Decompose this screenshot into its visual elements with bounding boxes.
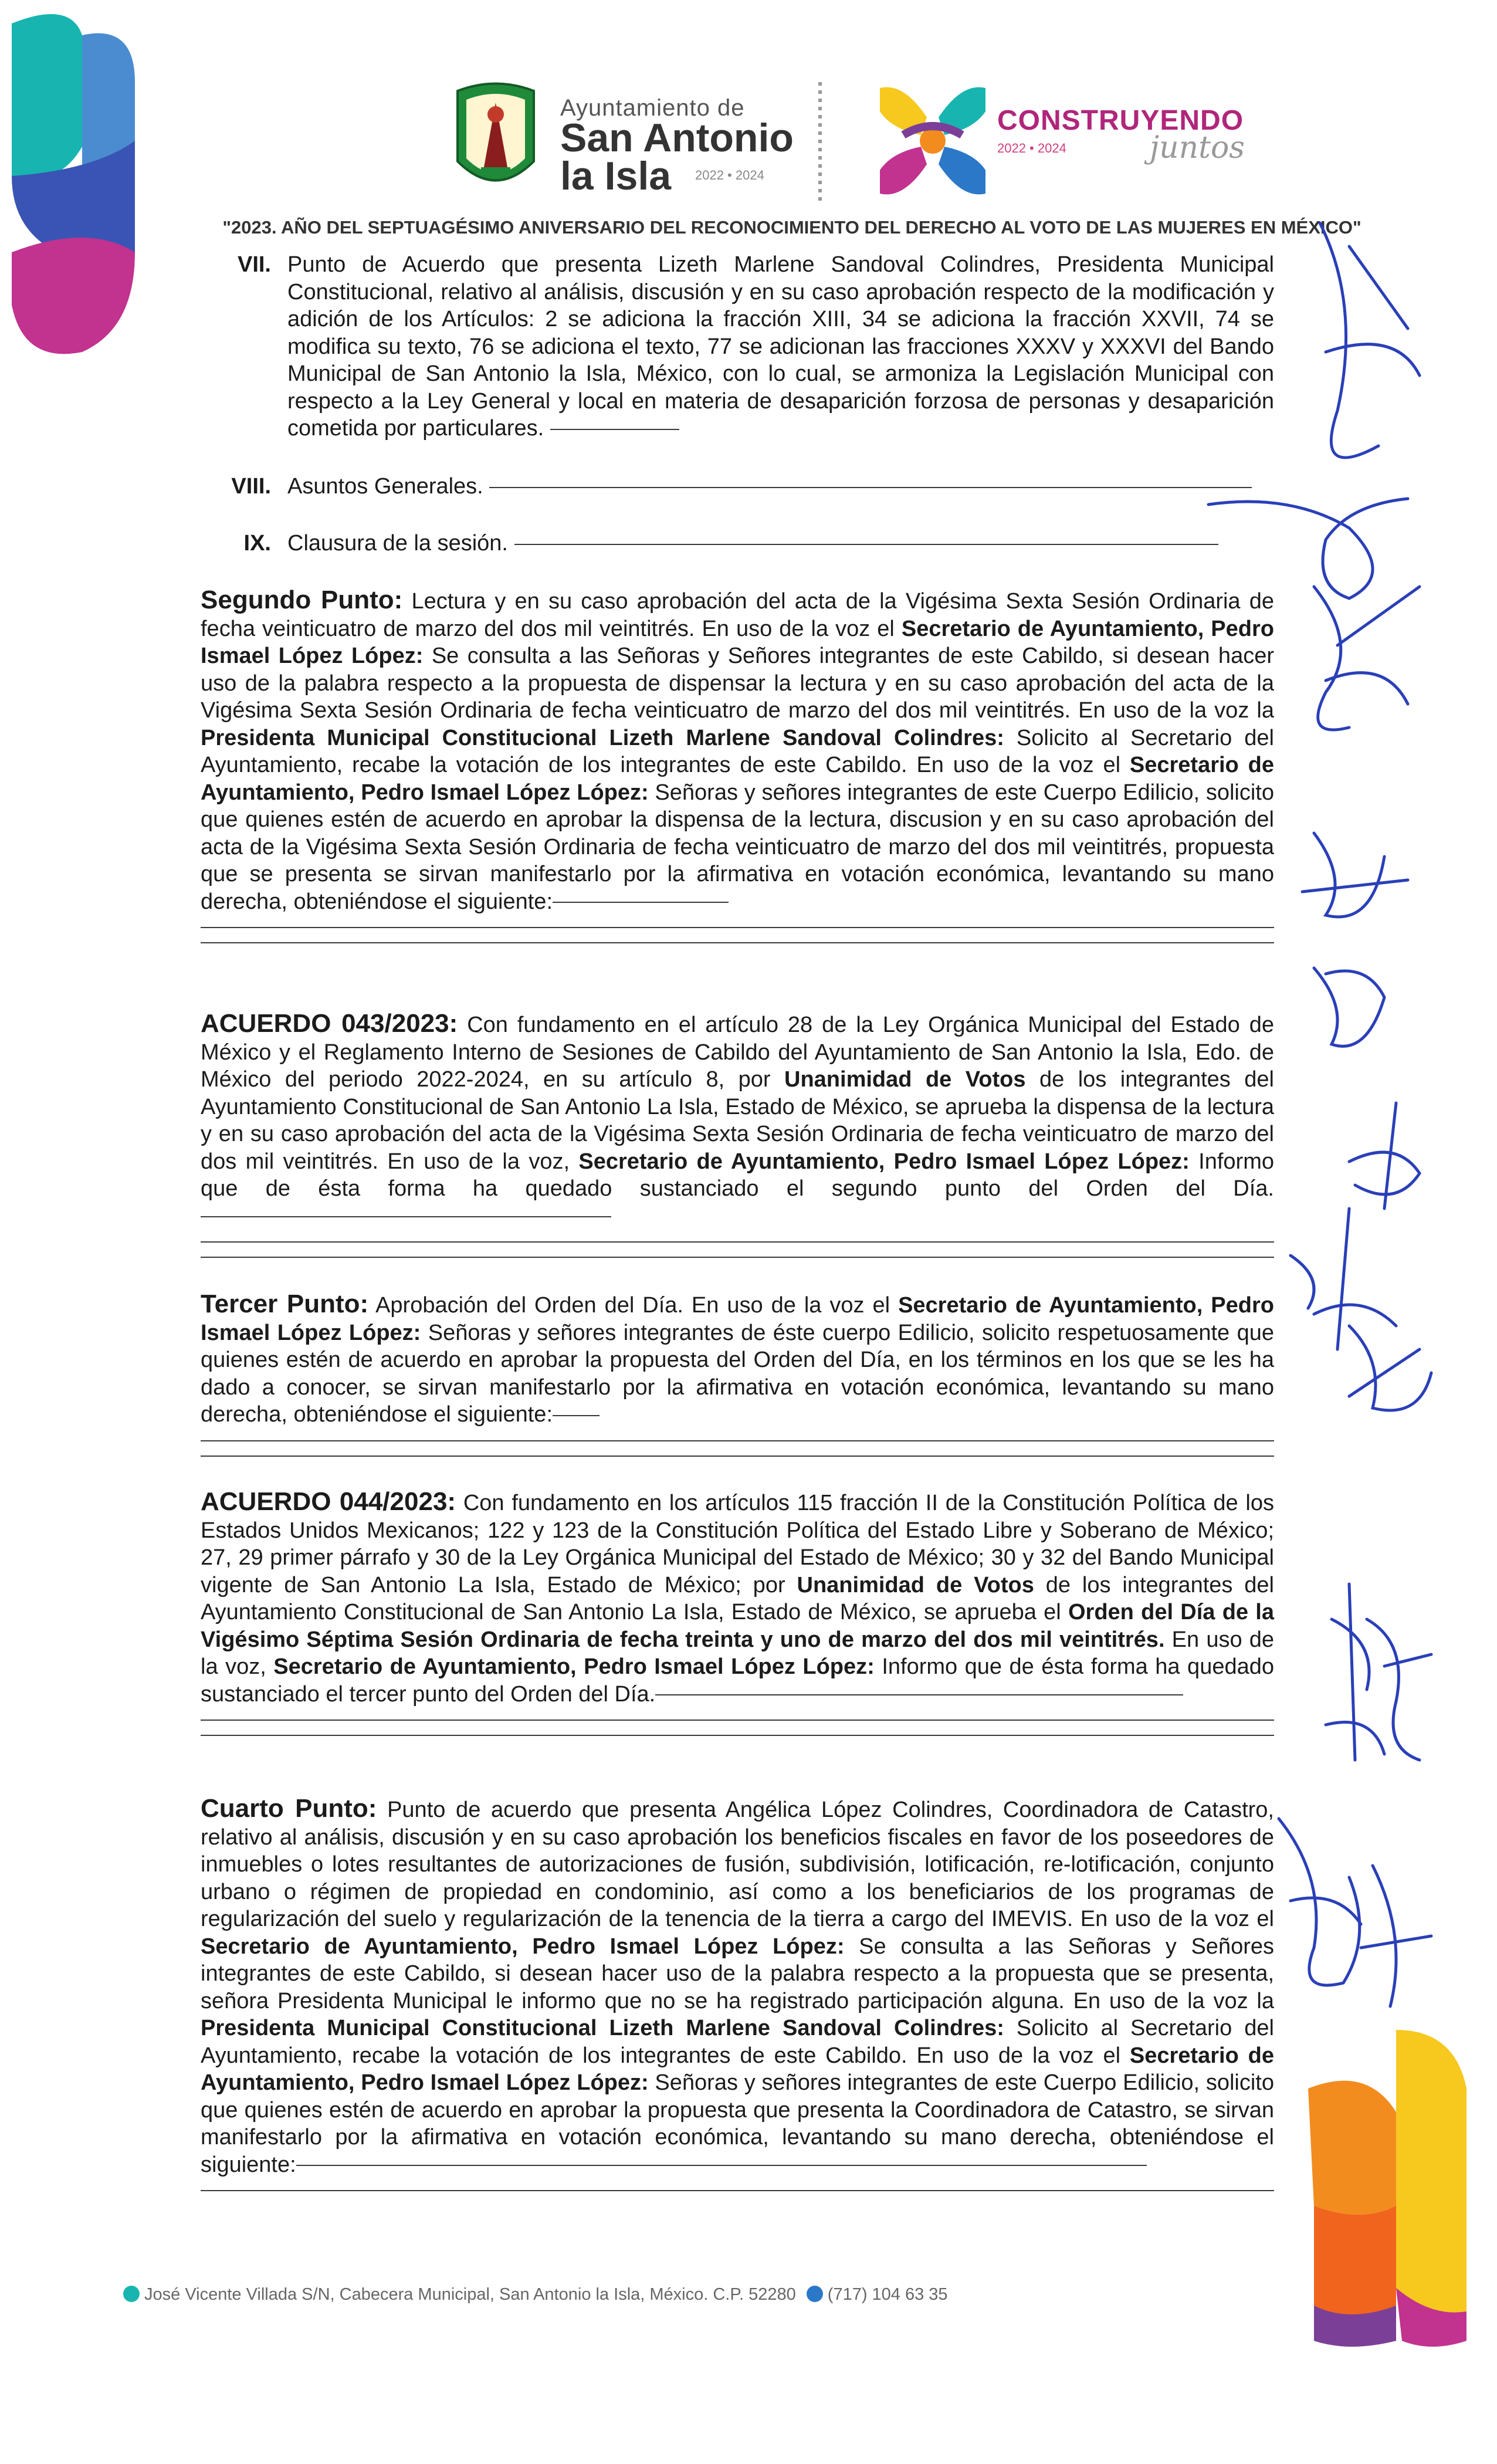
divider-line (201, 927, 1274, 928)
divider-line (201, 1257, 1274, 1258)
body-text: Con fundamento en los artículos 115 fracción II de la Constitución Política de los Estados Unidos Mexicanos; 122 y 123 de la Constitución Política del Estado Libre y Soberano de México; 27, 29 primer párrafo y 30 de la Ley Orgánica Municipal del Estado de México; 30 y 32 del Bando Municipal vigente de San Antonio La Isla, Estado de México; por (201, 1491, 1274, 1597)
construyendo-juntos-script: juntos (1150, 130, 1245, 165)
footer-address: José Vicente Villada S/N, Cabecera Municipal, San Antonio la Isla, México. C.P. 52280 (144, 2285, 796, 2304)
section-heading: Cuarto Punto: (201, 1794, 377, 1823)
body-text: Señoras y señores integrantes de éste cuerpo Edilicio, solicito respetuosamente que quienes estén de acuerdo en aprobar la propuesta del Orden del Día, en los términos en los que se les ha dado a conocer, se sirvan manifestarlo por la afirmativa en votación económica, levantando su mano derecha, obteniéndose el siguiente: (201, 1320, 1274, 1427)
body-text: Aprobación del Orden del Día. En uso de la voz el (368, 1293, 899, 1318)
divider-line (201, 1241, 1274, 1243)
ayuntamiento-small-label: Ayuntamiento de (560, 95, 745, 121)
speaker-name: Secretario de Ayuntamiento, Pedro Ismael López López: (201, 2043, 1274, 2095)
ayuntamiento-name-line2: la Isla (560, 154, 672, 198)
location-icon (123, 2286, 140, 2302)
divider-line (201, 1456, 1274, 1457)
ayuntamiento-name-line1: San Antonio (560, 116, 794, 160)
cuarto-punto-section (201, 1795, 1274, 2205)
body-text: En uso de la voz, (201, 1627, 1275, 1679)
emphasis-text: Unanimidad de Votos (784, 1067, 1026, 1092)
acuerdo-043-section (201, 1010, 1274, 1272)
body-text: de los integrantes del Ayuntamiento Constitucional de San Antonio La Isla, Estado de México, se aprueba la dispensa de la lectura y en su caso aprobación del acta de la Vigésima Sexta Sesión Ordinaria de fecha veinticuatro de marzo del dos mil veintitrés. En uso de la voz, (201, 1067, 1274, 1174)
speaker-name: Secretario de Ayuntamiento, Pedro Ismael López López: (578, 1149, 1190, 1174)
municipal-seal-icon (452, 79, 540, 197)
section-heading: Tercer Punto: (201, 1289, 369, 1318)
footer-phone: (717) 104 63 35 (827, 2285, 948, 2304)
body-text: Se consulta a las Señoras y Señores integrantes de este Cabildo, si desean hacer uso de la palabra respecto a la propuesta de dispensar la lectura y en su caso aprobación del acta de la Vigésima Sexta Sesión Ordinaria de fecha veinticuatro de marzo del dos mil veintitrés. En uso de la voz la (201, 644, 1274, 723)
tercer-punto-section (201, 1291, 1274, 1471)
divider-line (201, 1720, 1274, 1721)
divider-line (201, 1735, 1274, 1736)
agenda-text: Clausura de la sesión. (287, 531, 508, 556)
speaker-name: Secretario de Ayuntamiento, Pedro Ismael López López: (201, 753, 1274, 805)
body-text: Señoras y señores integrantes de este Cuerpo Edilicio, solicito que quienes estén de acuerdo en aprobar la propuesta que presenta la Coordinadora de Catastro, se sirvan manifestarlo por la afirmativa en votación económica, levantando su mano derecha, obteniéndose el siguiente: (201, 2070, 1274, 2177)
agenda-number: VII. (237, 252, 271, 277)
emphasis-text: Orden del Día de la Vigésimo Séptima Sesión Ordinaria de fecha treinta y uno de marzo del dos mil veintitrés. (201, 1600, 1274, 1652)
body-text: Con fundamento en el artículo 28 de la Ley Orgánica Municipal del Estado de México y el Reglamento Interno de Sesiones de Cabildo del Ayuntamiento de San Antonio la Isla, Edo. de México del periodo 2022-2024, en su artículo 8, por (201, 1013, 1274, 1092)
body-text: de los integrantes del Ayuntamiento Constitucional de San Antonio La Isla, Estado de México, se aprueba el (201, 1572, 1274, 1624)
segundo-punto-section (201, 587, 1274, 957)
body-text: Solicito al Secretario del Ayuntamiento, recabe la votación de los integrantes de este Cabildo. En uso de la voz el (201, 725, 1274, 777)
agenda-number: IX. (243, 531, 271, 556)
body-text: Lectura y en su caso aprobación del acta de la Vigésima Sexta Sesión Ordinaria de fecha veinticuatro de marzo del dos mil veintitrés. En uso de la voz el (201, 589, 1274, 641)
header-divider (818, 82, 822, 205)
construyendo-years: 2022 • 2024 (997, 141, 1066, 155)
body-text: Solicito al Secretario del Ayuntamiento, recabe la votación de los integrantes de este Cabildo. En uso de la voz el (201, 2016, 1274, 2068)
speaker-name: Presidenta Municipal Constitucional Lizeth Marlene Sandoval Colindres: (201, 2016, 1004, 2040)
section-heading: ACUERDO 043/2023: (201, 1009, 458, 1038)
agenda-text: Asuntos Generales. (287, 474, 483, 499)
ayuntamiento-years: 2022 • 2024 (695, 168, 764, 182)
speaker-name: Secretario de Ayuntamiento, Pedro Ismael López López: (201, 1293, 1274, 1345)
body-text: Informo que de ésta forma ha quedado sustanciado el tercer punto del Orden del Día. (201, 1654, 1274, 1707)
speaker-name: Presidenta Municipal Constitucional Lizeth Marlene Sandoval Colindres: (201, 725, 1004, 750)
divider-line (201, 942, 1274, 943)
acuerdo-044-section (201, 1488, 1274, 1750)
section-heading: Segundo Punto: (201, 585, 403, 614)
emphasis-text: Unanimidad de Votos (797, 1572, 1034, 1597)
agenda-item-ix (201, 530, 1274, 557)
body-text: Señoras y señores integrantes de este Cuerpo Edilicio, solicito que quienes estén de acuerdo en aprobar la dispensa de la lectura, discusion y en su caso aprobación del acta de la Vigésima Sexta Sesión Ordinaria de fecha veinticuatro de marzo del dos mil veintitrés, propuesta que se presenta se sirvan manifestarlo por la afirmativa en votación económica, levantando su mano derecha, obteniéndose el siguiente: (201, 780, 1274, 914)
construyendo-logo-icon (868, 76, 997, 205)
body-text: Se consulta a las Señoras y Señores integrantes de este Cabildo, si desean hacer uso de la palabra respecto a la propuesta que se presenta, señora Presidenta Municipal le informo que no se ha registrado participación alguna. En uso de la voz la (201, 1934, 1274, 2013)
body-text: Punto de acuerdo que presenta Angélica López Colindres, Coordinadora de Catastro, relativo al análisis, discusión y en su caso aprobación los beneficios fiscales en favor de los poseedores de inmuebles o lotes resultantes de autorizaciones de fusión, subdivisión, lotificación, re-lotificación, conjunto urbano o régimen de propiedad en condominio, así como a los beneficiarios de los programas de regularización del suelo y regularización de la tenencia de la tierra a cargo del IMEVIS. En uso de la voz el (201, 1798, 1274, 1931)
agenda-item-viii (201, 473, 1274, 500)
divider-line (201, 2190, 1274, 2191)
year-motto: "2023. AÑO DEL SEPTUAGÉSIMO ANIVERSARIO DEL RECONOCIMIENTO DEL DERECHO AL VOTO DE LAS MUJERES EN MÉXICO" (222, 217, 1361, 238)
agenda-number: VIII. (231, 474, 271, 499)
speaker-name: Secretario de Ayuntamiento, Pedro Ismael López López: (201, 616, 1274, 668)
speaker-name: Secretario de Ayuntamiento, Pedro Ismael López López: (273, 1654, 875, 1679)
section-heading: ACUERDO 044/2023: (201, 1487, 456, 1516)
divider-line (201, 1440, 1274, 1441)
body-text: Informo que de ésta forma ha quedado sustanciado el segundo punto del Orden del Día. (201, 1149, 1274, 1201)
footer-contact (123, 2285, 948, 2304)
phone-icon (807, 2286, 823, 2302)
agenda-item-vii (201, 251, 1274, 442)
agenda-text: Punto de Acuerdo que presenta Lizeth Marlene Sandoval Colindres, Presidenta Municipal Constitucional, relativo al análisis, discusión y en su caso aprobación respecto de la modificación y adición de los Artículos: 2 se adiciona la fracción XIII, 34 se adiciona la fracción XXVII, 74 se modifica su texto, 76 se adiciona el texto, 77 se adicionan las fracciones XXXV y XXXVI del Bando Municipal de San Antonio la Isla, México, con lo cual, se armoniza la Legislación Municipal con respecto a la Ley General y local en materia de desaparición forzosa de personas y desaparición cometida por particulares. (287, 252, 1274, 441)
construyendo-title: CONSTRUYENDO (997, 105, 1244, 136)
speaker-name: Secretario de Ayuntamiento, Pedro Ismael López López: (201, 1934, 845, 1959)
